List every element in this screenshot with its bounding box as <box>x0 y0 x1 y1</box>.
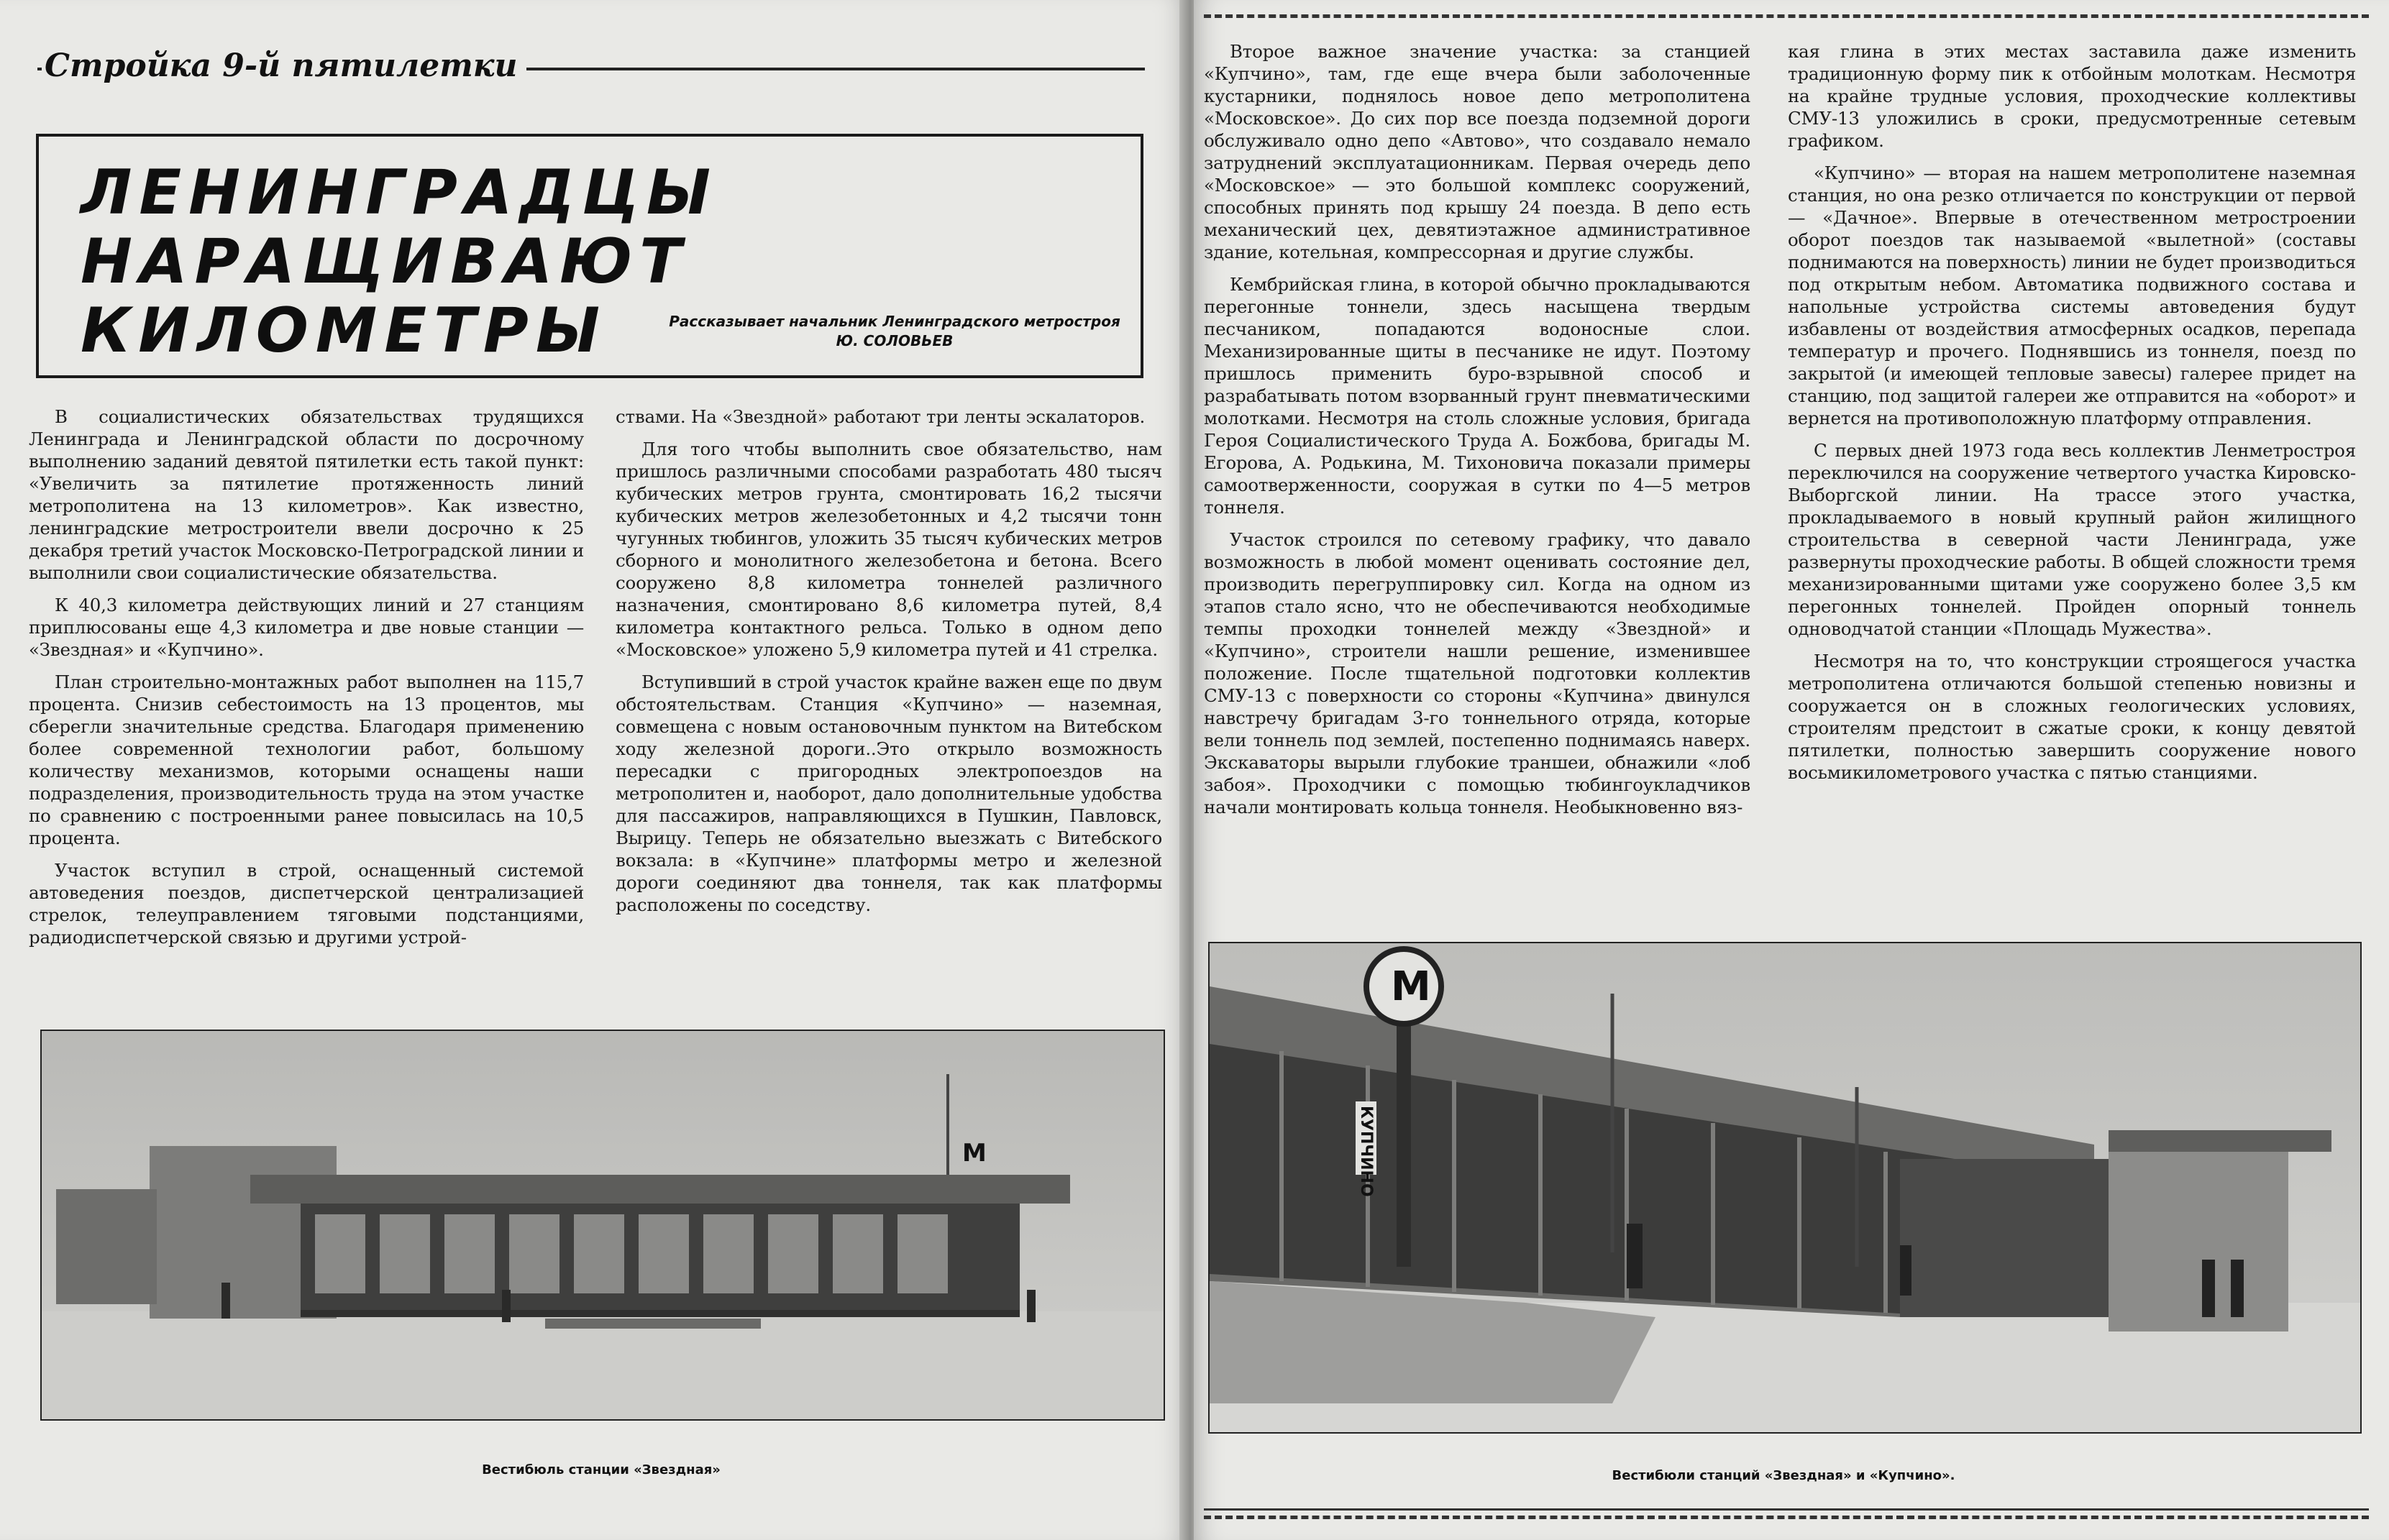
photo-caption-right: Вестибюли станций «Звездная» и «Купчино». <box>1612 1468 1955 1483</box>
article-column-4 <box>1788 40 2356 784</box>
byline <box>650 312 1139 351</box>
paragraph: Второе важное значение участка: за станцией «Купчино», там, где еще вчера были заболоченные кустарники, поднялось новое депо метрополитена «Московское». До сих пор все поезда подземной дороги обслуживало одно депо «Автово», что создавало немало затруднений эксплуатационникам. Первая очередь депо «Московское» — это большой комплекс сооружений, способных принять под крышу 24 поезда. В депо есть механический цех, девятиэтажное административное здание, котельная, компрессорная и другие службы. <box>1204 41 1750 262</box>
metro-sign-letter: М <box>962 1139 987 1168</box>
paragraph: ствами. На «Звездной» работают три ленты эскалаторов. <box>616 406 1146 427</box>
article-column-2 <box>616 405 1162 916</box>
paragraph: Участок вступил в строй, оснащенный системой автоведения поездов, диспетчерской централизацией стрелок, телеуправлением тяговыми подстанциями, радиодиспетчерской связью и другими устрой- <box>29 860 584 948</box>
station-pillar-sign: КУПЧИНО <box>1356 1101 1376 1175</box>
metro-sign-letter: М <box>1391 963 1431 1010</box>
photo-zvezdnaya-vestibule <box>40 1030 1165 1421</box>
right-page <box>1194 0 2389 1540</box>
photo-caption-left: Вестибюль станции «Звездная» <box>482 1462 721 1477</box>
paragraph: Вступивший в строй участок крайне важен еще по двум обстоятельствам. Станция «Купчино» — наземная, совмещена с новым остановочным пунктом на Витебском ходу железной дороги..Это открыло возможность пересадки с пригородных электропоездов на метрополитен и, наоборот, дало дополнительные удобства для пассажиров, направляющихся в Пушкин, Павловск, Вырицу. Теперь не обязательно выезжать с Витебского вокзала: в «Купчине» платформы метро и железной дороги соединяют два тоннеля, так как платформы расположены по соседству. <box>616 672 1162 915</box>
headline-box <box>36 134 1143 378</box>
top-dashed-rule <box>1204 14 2369 18</box>
headline-line-2: НАРАЩИВАЮТ <box>81 226 689 298</box>
photo-kupchino-vestibules <box>1208 942 2362 1434</box>
paragraph: Участок строился по сетевому графику, что давало возможность в любой момент оценивать состояние дел, производить перегруппировку сил. Когда на одном из этапов стало ясно, что не обеспечиваются необходимые темпы проходки тоннелей между «Звездной» и «Купчино», строители нашли решение, изменившее положение. После тщательной подготовки коллектив СМУ-13 с поверхности со стороны «Купчина» двинулся навстречу бригадам 3-го тоннельного отряда, которые вели тоннель под землей, постепенно поднимаясь наверх. Экскаваторы вырыли глубокие траншеи, обнажили «лоб забоя». Проходчики с помощью тюбингоукладчиков начали монтировать кольца тоннеля. Необыкновенно вяз- <box>1204 529 1750 817</box>
bottom-rule <box>1204 1508 2369 1511</box>
paragraph: «Купчино» — вторая на нашем метрополитене наземная станция, но она резко отличается по конструкции от первой — «Дачное». Впервые в отечественном метростроении оборот поездов так называемой «вылетной» (составы поднимаются на поверхность) линии не будет производиться под открытым небом. Автоматика подвижного состава и напольные устройства системы автоведения будут избавлены от воздействия атмосферных осадков, перепада температур и прочего. Поднявшись из тоннеля, поезд по закрытой (и имеющей тепловые завесы) галерее придет на станцию, под защитой галереи же отправится на «оборот» и вернется на противоположную платформу отправления. <box>1788 162 2356 428</box>
photo-kupchino-drawing <box>1210 943 2360 1432</box>
article-column-3 <box>1204 40 1750 818</box>
paragraph: В социалистических обязательствах трудящихся Ленинграда и Ленинградской области по досрочному выполнению заданий девятой пятилетки есть такой пункт: «Увеличить за пятилетие протяженность линий метрополитена на 13 километров». Как известно, ленинградские метростроители ввели досрочно к 25 декабря третий участок Московско-Петроградской линии и выполнили свои социалистические обязательства. <box>29 406 584 583</box>
headline-line-3: КИЛОМЕТРЫ <box>81 295 607 367</box>
paragraph: К 40,3 километра действующих линий и 27 станциям приплюсованы еще 4,3 километра и две новые станции — «Звездная» и «Купчино». <box>29 595 584 660</box>
headline-line-1: ЛЕНИНГРАДЦЫ <box>81 157 718 229</box>
bottom-dashed-rule <box>1204 1516 2369 1519</box>
photo-zvezdnaya-drawing <box>42 1031 1164 1419</box>
paragraph: кая глина в этих местах заставила даже изменить традиционную форму пик к отбойным молоткам. Несмотря на крайне трудные условия, проходческие коллективы СМУ-13 уложились в сроки, предусмотренные сетевым графиком. <box>1788 41 2356 151</box>
headline <box>81 158 718 365</box>
paragraph: Несмотря на то, что конструкции строящегося участка метрополитена отличаются большой степенью новизны и сооружается он в сложных геологических условиях, строителям предстоит в сжатые сроки, к концу девятой пятилетки, полностью завершить сооружение нового восьмикилометрового участка с пятью станциями. <box>1788 651 2356 783</box>
left-page <box>0 0 1187 1540</box>
byline-role: Рассказывает начальник Ленинградского метростроя <box>669 313 1120 330</box>
paragraph: Кембрийская глина, в которой обычно прокладываются перегонные тоннели, здесь насыщена твердым песчаником, попадаются водоносные слои. Механизированные щиты в песчанике не идут. Поэтому пришлось применить буро-взрывной способ и разрабатывать потом взорванный грунт пневматическими молотками. Несмотря на столь сложные условия, бригада Героя Социалистического Труда А. Божбова, бригады М. Егорова, А. Родькина, М. Тихоновича показали примеры самоотверженности, сооружая в сутки по 4—5 метров тоннеля. <box>1204 274 1750 518</box>
paragraph: План строительно-монтажных работ выполнен на 115,7 процента. Снизив себестоимость на 13 процентов, мы сберегли значительные средства. Благодаря применению более современной технологии работ, большому количеству механизмов, которыми оснащены наши подразделения, производительность труда на этом участке по сравнению с построенными ранее повысилась на 10,5 процента. <box>29 672 584 848</box>
byline-author: Ю. СОЛОВЬЕВ <box>836 332 954 349</box>
paragraph: С первых дней 1973 года весь коллектив Ленметростроя переключился на сооружение четвертого участка Кировско-Выборгской линии. На трассе этого участка, прокладываемого в новый крупный район жилищного строительства в северной части Ленинграда, уже развернуты проходческие работы. В общей сложности тремя механизированными щитами уже сооружено более 3,5 км перегонных тоннелей. Пройден опорный тоннель одноводчатой станции «Площадь Мужества». <box>1788 440 2356 639</box>
article-column-1 <box>29 405 584 948</box>
paragraph: Для того чтобы выполнить свое обязательство, нам пришлось различными способами разработать 480 тысяч кубических метров грунта, смонтировать 16,2 тысячи кубических метров железобетонных и 4,2 тысячи тонн чугунных тюбингов, уложить 35 тысяч кубических метров сборного и монолитного железобетона и бетона. Всего сооружено 8,8 километра тоннелей различного назначения, смонтировано 8,6 километра путей, 8,4 километра контактного рельса. Только в одном депо «Московское» уложено 5,9 километра путей и 41 стрелка. <box>616 439 1162 660</box>
rubric: Стройка 9-й пятилетки <box>42 47 526 84</box>
